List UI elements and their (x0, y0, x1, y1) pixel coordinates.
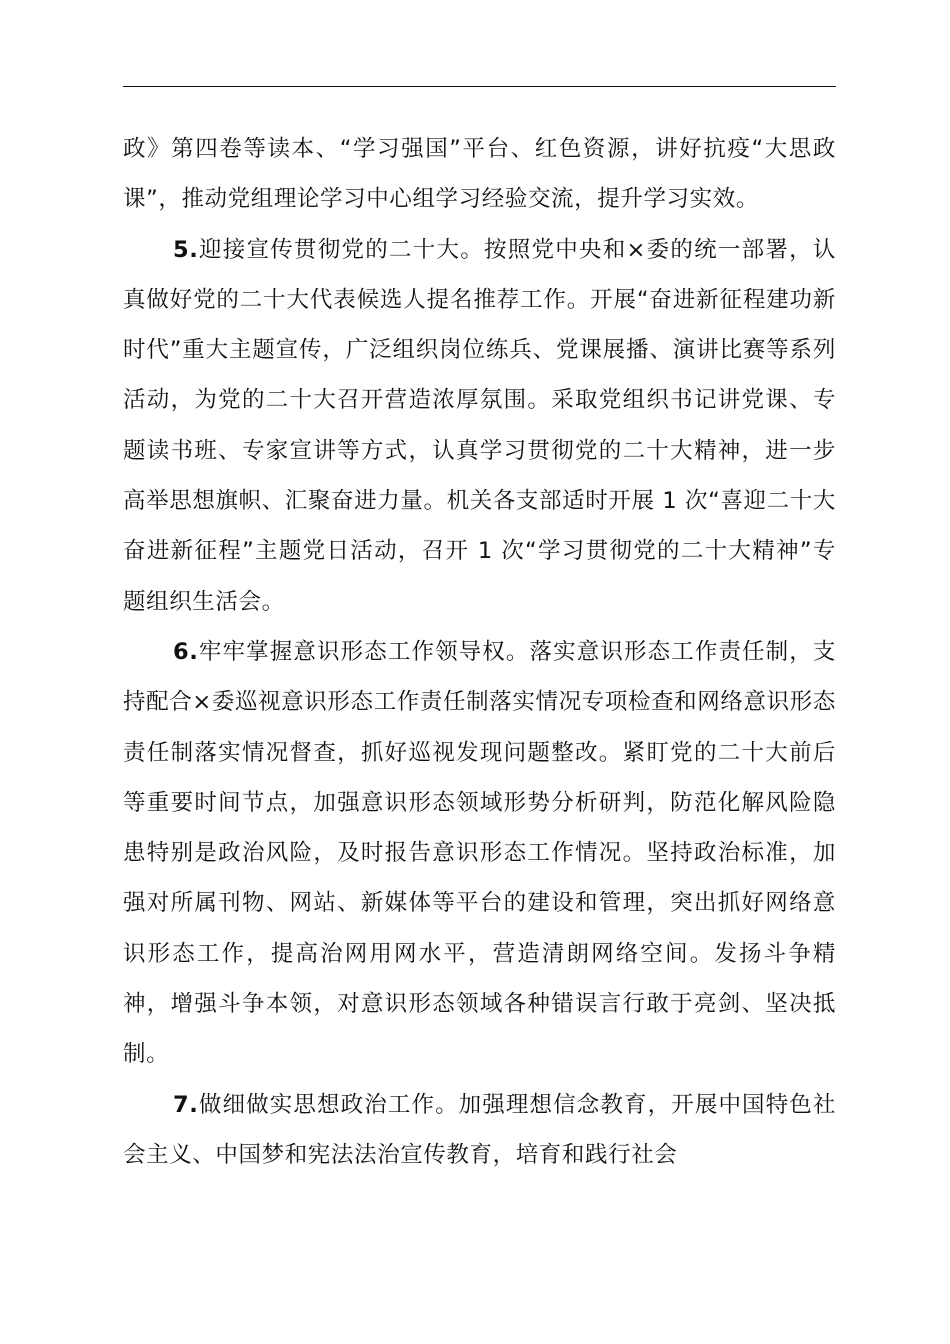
paragraph-number: 7. (173, 1091, 199, 1118)
paragraph-text: 政》第四卷等读本、“学习强国”平台、红色资源，讲好抗疫“大思政课”，推动党组理论学习中心组学习经验交流，提升学习实效。 (123, 136, 836, 213)
paragraph-text: 做细做实思想政治工作。加强理想信念教育，开展中国特色社会主义、中国梦和宪法法治宣传教育，培育和践行社会 (123, 1091, 836, 1168)
paragraph-text: 迎接宣传贯彻党的二十大。按照党中央和×委的统一部署，认真做好党的二十大代表候选人提名推荐工作。开展“奋进新征程建功新时代”重大主题宣传，广泛组织岗位练兵、党课展播、演讲比赛等系列活动，为党的二十大召开营造浓厚氛围。采取党组织书记讲党课、专题读书班、专家宣讲等方式，认真学习贯彻党的二十大精神，进一步高举思想旗帜、汇聚奋进力量。机关各支部适时开展 1 次“喜迎二十大奋进新征程”主题党日活动，召开 1 次“学习贯彻党的二十大精神”专题组织生活会。 (123, 236, 836, 615)
paragraph-text: 牢牢掌握意识形态工作领导权。落实意识形态工作责任制，支持配合×委巡视意识形态工作责任制落实情况专项检查和网络意识形态责任制落实情况督查，抓好巡视发现问题整改。紧盯党的二十大前后等重要时间节点，加强意识形态领域形势分析研判，防范化解风险隐患特别是政治风险，及时报告意识形态工作情况。坚持政治标准，加强对所属刊物、网站、新媒体等平台的建设和管理，突出抓好网络意识形态工作，提高治网用网水平，营造清朗网络空间。发扬斗争精神，增强斗争本领，对意识形态领域各种错误言行敢于亮剑、坚决抵制。 (123, 638, 836, 1068)
header-rule (123, 86, 836, 87)
paragraph-item-5 (123, 225, 836, 627)
document-body (123, 124, 836, 1180)
paragraph-continuation (123, 124, 836, 225)
paragraph-item-7 (123, 1080, 836, 1181)
paragraph-number: 5. (173, 236, 199, 263)
paragraph-number: 6. (173, 638, 199, 665)
paragraph-item-6 (123, 627, 836, 1080)
